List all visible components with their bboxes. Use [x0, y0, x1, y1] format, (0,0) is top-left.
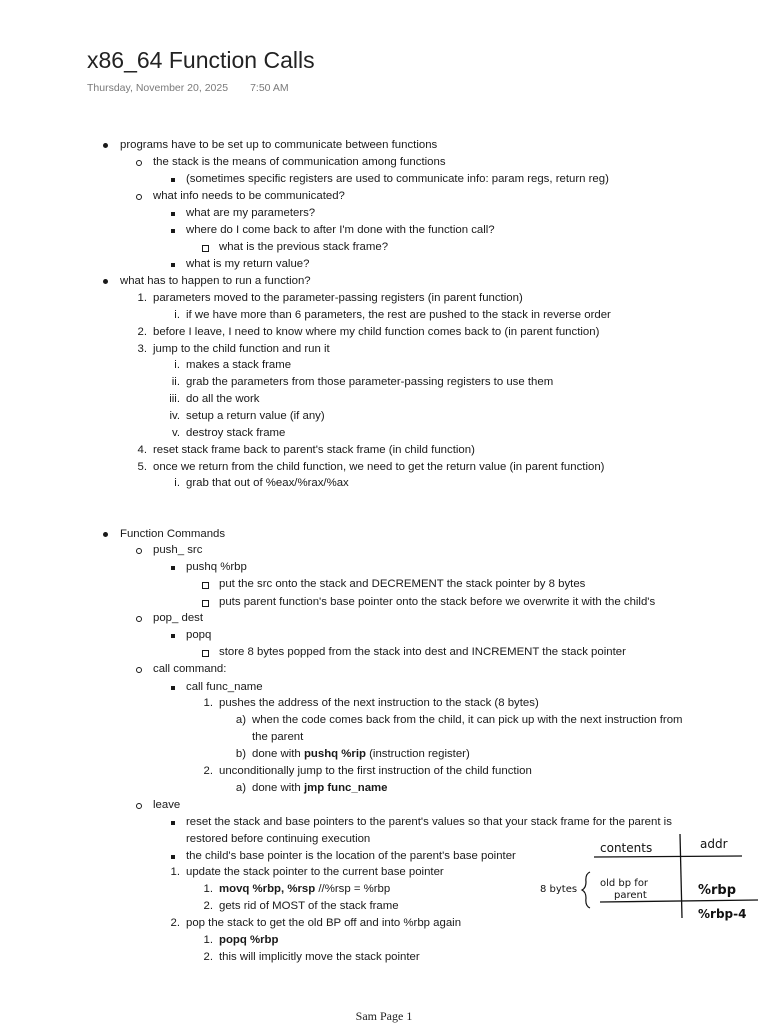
sketch-contents-header: contents [600, 841, 653, 855]
outline-item [186, 629, 211, 642]
outline-item-text: gets rid of MOST of the stack frame [219, 900, 399, 912]
outline-item-text: update the stack pointer to the current base pointer [186, 866, 444, 878]
disc-bullet-icon [103, 275, 111, 284]
box-bullet-icon [202, 596, 209, 607]
outline-item-text: call command: [153, 663, 227, 675]
disc-bullet-icon [103, 528, 111, 537]
outline-item-text: popq [186, 629, 212, 641]
sketch-addr-header: addr [700, 837, 728, 851]
outline-item-text: destroy stack frame [186, 427, 286, 439]
outline-item-text: before I leave, I need to know where my child function comes back to (in parent function) [153, 326, 600, 338]
list-number: 1. [203, 883, 213, 895]
outline-item [186, 224, 495, 237]
outline-item-text: this will implicitly move the stack pointer [219, 951, 420, 963]
outline-item [153, 444, 475, 457]
outline-item-text: pushes the address of the next instruction to the stack (8 bytes) [219, 697, 539, 709]
list-number: 3. [137, 343, 147, 355]
outline-item [219, 646, 626, 659]
list-number: v. [171, 427, 180, 439]
outline-item [252, 782, 388, 795]
box-bullet-icon [202, 646, 209, 657]
outline-item-code: movq %rbp, %rsp [219, 883, 316, 895]
page-timestamp [87, 82, 289, 94]
sketch-horizontal-line [594, 856, 742, 857]
outline-item [186, 207, 315, 220]
outline-item-text: pop the stack to get the old BP off and into %rbp again [186, 917, 462, 929]
outline-item-text: if we have more than 6 parameters, the rest are pushed to the stack in reverse order [186, 309, 611, 321]
outline-item-text-after: //%rsp = %rbp [315, 883, 391, 895]
list-number: 2. [137, 326, 147, 338]
outline-item-text: the parent [252, 731, 304, 743]
outline-item [153, 156, 446, 169]
outline-item-text: grab that out of %eax/%rax/%ax [186, 477, 349, 489]
square-bullet-icon [171, 173, 175, 182]
list-number: i. [174, 477, 180, 489]
outline-item [219, 883, 390, 896]
outline-item [186, 359, 291, 372]
circle-bullet-icon [136, 190, 142, 200]
outline-item [153, 326, 599, 339]
square-bullet-icon [171, 258, 175, 267]
outline-item [219, 578, 585, 591]
sketch-addr-rbp: %rbp [698, 883, 737, 898]
outline-item [120, 528, 225, 541]
outline-item [153, 190, 345, 203]
outline-item-code: pushq %rip [303, 748, 366, 760]
outline-item [186, 681, 263, 694]
outline-item-text: the stack is the means of communication among functions [153, 156, 446, 168]
outline-item-text: push_ src [153, 544, 203, 556]
outline-item-text: where do I come back to after I'm done with the function call? [186, 224, 495, 236]
circle-bullet-icon [136, 156, 142, 166]
outline-item [153, 663, 226, 676]
square-bullet-icon [171, 561, 175, 570]
outline-item-text: (sometimes specific registers are used to communicate info: param regs, return reg) [186, 173, 609, 185]
square-bullet-icon [171, 850, 175, 859]
outline-item-text: programs have to be set up to communicate between functions [120, 139, 438, 151]
outline-item [120, 139, 437, 152]
outline-item-text: pop_ dest [153, 612, 204, 624]
outline-item-code: popq %rbp [219, 934, 279, 946]
stack-frame-sketch [530, 830, 765, 925]
outline-item-text: unconditionally jump to the first instruction of the child function [219, 765, 532, 777]
list-number: 2. [170, 917, 180, 929]
list-number: 5. [137, 461, 147, 473]
square-bullet-icon [171, 224, 175, 233]
outline-item-text: what is my return value? [186, 258, 310, 270]
outline-item-text: when the code comes back from the child, it can pick up with the next instruction from [252, 714, 683, 726]
outline-item [153, 544, 202, 557]
outline-item [252, 748, 470, 761]
outline-item [186, 410, 325, 423]
list-number: 2. [203, 900, 213, 912]
outline-item-text: do all the work [186, 393, 260, 405]
outline-item [186, 866, 444, 879]
outline-item [153, 799, 180, 812]
outline-item [186, 833, 370, 846]
sketch-addr-rbp-4: %rbp-4 [698, 907, 747, 921]
outline-item-text: makes a stack frame [186, 359, 292, 371]
square-bullet-icon [171, 816, 175, 825]
box-bullet-icon [202, 241, 209, 252]
list-number: 1. [203, 934, 213, 946]
outline-item [219, 934, 278, 947]
page-title: x86_64 Function Calls [87, 47, 315, 73]
outline-item [219, 900, 399, 913]
outline-item [252, 714, 683, 727]
outline-item [219, 241, 388, 254]
sketch-brace [582, 872, 590, 908]
sketch-row-label-2: parent [614, 890, 647, 901]
outline-item-text: put the src onto the stack and DECREMENT the stack pointer by 8 bytes [219, 578, 586, 590]
outline-item [186, 393, 259, 406]
sketch-size-label: 8 bytes [540, 884, 578, 895]
sketch-row-label-1: old bp for [600, 878, 649, 889]
list-number: a) [235, 714, 246, 726]
square-bullet-icon [171, 681, 175, 690]
list-number: 4. [137, 444, 147, 456]
outline-item-text: puts parent function's base pointer onto the stack before we overwrite it with the child's [219, 596, 656, 608]
outline-item [153, 612, 203, 625]
outline-item [186, 173, 609, 186]
page-time: 7:50 AM [250, 82, 289, 94]
sketch-vertical-line [680, 834, 682, 918]
list-number: 1. [170, 866, 180, 878]
list-number: 1. [137, 292, 147, 304]
outline-item-text: what info needs to be communicated? [153, 190, 345, 202]
list-number: 1. [203, 697, 213, 709]
outline-item [219, 765, 532, 778]
page-date: Thursday, November 20, 2025 [87, 82, 229, 94]
list-number: iii. [169, 393, 180, 405]
list-number: i. [174, 309, 180, 321]
outline-item [219, 951, 420, 964]
outline-item-text: store 8 bytes popped from the stack into dest and INCREMENT the stack pointer [219, 646, 626, 658]
outline-item [186, 477, 349, 490]
list-number: ii. [171, 376, 180, 388]
outline-item-text: done with [252, 748, 304, 760]
outline-item [186, 427, 285, 440]
outline-item-text: grab the parameters from those parameter-passing registers to use them [186, 376, 554, 388]
outline-item-text: leave [153, 799, 181, 811]
list-number: b) [235, 748, 246, 760]
outline-item [186, 376, 553, 389]
outline-item-text: once we return from the child function, we need to get the return value (in parent function) [153, 461, 605, 473]
outline-item [153, 461, 604, 474]
outline-item-text: what is the previous stack frame? [219, 241, 389, 253]
circle-bullet-icon [136, 612, 142, 622]
outline-item-text: restored before continuing execution [186, 833, 371, 845]
outline-item-text: parameters moved to the parameter-passing registers (in parent function) [153, 292, 523, 304]
list-number: a) [235, 782, 246, 794]
outline-item-text: what are my parameters? [186, 207, 316, 219]
outline-item [186, 816, 672, 829]
outline-item [120, 275, 311, 288]
box-bullet-icon [202, 578, 209, 589]
outline-item [219, 697, 539, 710]
list-number: 2. [203, 951, 213, 963]
outline-item [153, 292, 523, 305]
outline-item [186, 917, 461, 930]
outline-item-text: the child's base pointer is the location of the parent's base pointer [186, 850, 516, 862]
outline-item-text: Function Commands [120, 528, 226, 540]
outline-item-text: done with [252, 782, 304, 794]
list-number: 2. [203, 765, 213, 777]
outline-item-text: setup a return value (if any) [186, 410, 325, 422]
outline-item [186, 309, 611, 322]
circle-bullet-icon [136, 544, 142, 554]
outline-item [186, 258, 309, 271]
list-number: iv. [169, 410, 180, 422]
outline-item-code: jmp func_name [303, 782, 388, 794]
circle-bullet-icon [136, 663, 142, 673]
outline-item [186, 850, 516, 863]
outline-item-text: jump to the child function and run it [153, 343, 330, 355]
outline-item-text: call func_name [186, 681, 263, 693]
outline-item-text: reset stack frame back to parent's stack frame (in child function) [153, 444, 475, 456]
outline-item [219, 596, 655, 609]
square-bullet-icon [171, 629, 175, 638]
outline-item [252, 731, 303, 744]
list-number: i. [174, 359, 180, 371]
outline-item-text: reset the stack and base pointers to the parent's values so that your stack frame for the parent is [186, 816, 672, 828]
outline-item [186, 561, 247, 574]
outline-item-text: what has to happen to run a function? [120, 275, 311, 287]
square-bullet-icon [171, 207, 175, 216]
outline-item [153, 343, 330, 356]
page-footer: Sam Page 1 [355, 1009, 413, 1023]
outline-item-text: pushq %rbp [186, 561, 247, 573]
disc-bullet-icon [103, 139, 111, 148]
outline-item-text-after: (instruction register) [365, 748, 470, 760]
circle-bullet-icon [136, 799, 142, 809]
